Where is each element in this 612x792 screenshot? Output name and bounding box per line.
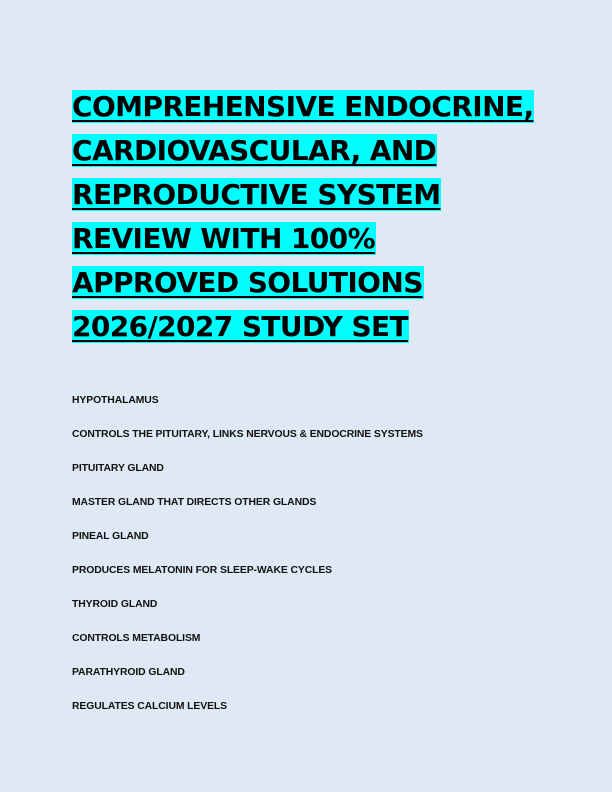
definition-thyroid-gland: CONTROLS METABOLISM: [72, 633, 201, 644]
term-hypothalamus: HYPOTHALAMUS: [72, 395, 159, 406]
term-pineal-gland: PINEAL GLAND: [72, 531, 149, 542]
definition-hypothalamus: CONTROLS THE PITUITARY, LINKS NERVOUS & ENDOCRINE SYSTEMS: [72, 429, 423, 440]
title-line: CARDIOVASCULAR, AND: [72, 134, 437, 167]
term-parathyroid-gland: PARATHYROID GLAND: [72, 667, 185, 678]
definition-parathyroid-gland: REGULATES CALCIUM LEVELS: [72, 701, 228, 712]
definition-pituitary-gland: MASTER GLAND THAT DIRECTS OTHER GLANDS: [72, 497, 317, 508]
term-thyroid-gland: THYROID GLAND: [72, 599, 158, 610]
title-line: 2026/2027 STUDY SET: [72, 310, 409, 343]
title-line: REPRODUCTIVE SYSTEM: [72, 178, 441, 211]
title-line: REVIEW WITH 100%: [72, 222, 376, 255]
document-title: [72, 85, 542, 349]
term-list: [72, 394, 542, 734]
title-line: APPROVED SOLUTIONS: [72, 266, 423, 299]
title-line: COMPREHENSIVE ENDOCRINE,: [72, 90, 534, 123]
term-pituitary-gland: PITUITARY GLAND: [72, 463, 164, 474]
definition-pineal-gland: PRODUCES MELATONIN FOR SLEEP-WAKE CYCLES: [72, 565, 333, 576]
